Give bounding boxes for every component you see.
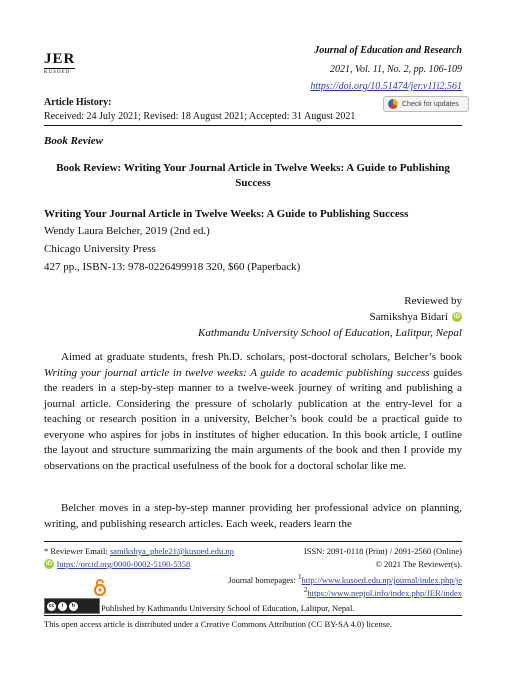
book-publisher: Chicago University Press (44, 243, 156, 255)
journal-name: Journal of Education and Research (314, 45, 462, 56)
check-updates-label: Check for updates (402, 100, 459, 108)
reviewer-email: * Reviewer Email: samikshya_phele21@kusoed.edu.np (44, 546, 234, 556)
body-paragraph-2: Belcher moves in a step-by-step manner providing her professional advice on planning, writing, and publishing research articles. Each week, readers learn the (44, 502, 462, 530)
review-title: Book Review: Writing Your Journal Article in Twelve Weeks: A Guide to Publishing Success (56, 162, 450, 189)
cc-by-sa-badge[interactable] (44, 598, 100, 614)
header-divider (44, 125, 462, 126)
homepage-2: $^2$https://www.nepjol.info/index.php/JER/index (303, 586, 462, 598)
orcid-line (44, 559, 190, 569)
orcid-link[interactable]: https://orcid.org/0000-0002-5190-5358 (57, 559, 191, 569)
homepage-1: Journal homepages: $^1$http://www.kusoed.edu.np/journal/index.php/je (228, 573, 462, 585)
cc-icon: cc (48, 603, 55, 609)
footnote-divider (44, 541, 462, 542)
history-dates: Received: 24 July 2021; Revised: 18 August 2021; Accepted: 31 August 2021 (44, 111, 356, 122)
homepage-2-link[interactable]: https://www.nepjol.info/index.php/JER/index (307, 587, 462, 598)
crossmark-icon (388, 99, 398, 109)
orcid-icon: iD (46, 561, 52, 567)
check-for-updates-button[interactable] (383, 96, 469, 112)
published-by: Published by Kathmandu University School of Education, Lalitpur, Nepal. (101, 603, 355, 613)
reviewer-name: Samikshya Bidari iD (369, 311, 460, 323)
by-icon: i (58, 602, 67, 611)
logo-subtext: KUSOED (44, 70, 71, 75)
book-details: 427 pp., ISBN-13: 978-0226499918 320, $60 (Paperback) (44, 261, 301, 273)
email-link[interactable]: samikshya_phele21@kusoed.edu.np (109, 546, 234, 556)
homepage-1-link[interactable]: http://www.kusoed.edu.np/journal/index.php/je (301, 574, 462, 585)
copyright: © 2021 The Reviewer(s). (375, 559, 462, 569)
book-author: Wendy Laura Belcher, 2019 (2nd ed.) (44, 225, 210, 237)
open-access-icon (93, 578, 107, 596)
journal-logo (44, 52, 75, 75)
section-label: Book Review (44, 135, 103, 147)
orcid-icon[interactable]: iD (454, 314, 460, 320)
sa-icon: ↻ (69, 602, 78, 611)
history-label: Article History: (44, 97, 112, 108)
book-title: Writing Your Journal Article in Twelve Weeks: A Guide to Publishing Success (44, 208, 409, 220)
reviewer-affiliation: Kathmandu University School of Education, Lalitpur, Nepal (198, 327, 462, 339)
license-text: This open access article is distributed under a Creative Commons Attribution (CC BY-SA 4.0) license. (44, 619, 392, 629)
issn: ISSN: 2091-0118 (Print) / 2091-2560 (Online) (303, 546, 462, 556)
bottom-divider (44, 615, 462, 616)
reviewed-by: Reviewed by (404, 295, 462, 307)
journal-volume: 2021, Vol. 11, No. 2, pp. 106-109 (329, 64, 462, 75)
body-paragraph-1: Aimed at graduate students, fresh Ph.D. scholars, post-doctoral scholars, Belcher’s book Writing your journal article in twelve weeks: A guide to academic publishing success guides the readers in a step-by-step manner to a twelve-week journey of writing and publishing a journal article. Considering the pressure of scholarly publication at the entry-level for a teaching or research position in a university, Belcher’s book could be a practical guide to everyone who aspires for jobs in institutes of higher education. In this book article, I outline the layout and structure summarizing the main arguments of the book and then I provide my observations on the practical usefulness of the book for a doctoral scholar like me. (44, 351, 462, 472)
doi-link[interactable]: https://doi.org/10.51474/jer.v11i2.561 (310, 81, 462, 92)
logo-text: JER (44, 51, 76, 67)
